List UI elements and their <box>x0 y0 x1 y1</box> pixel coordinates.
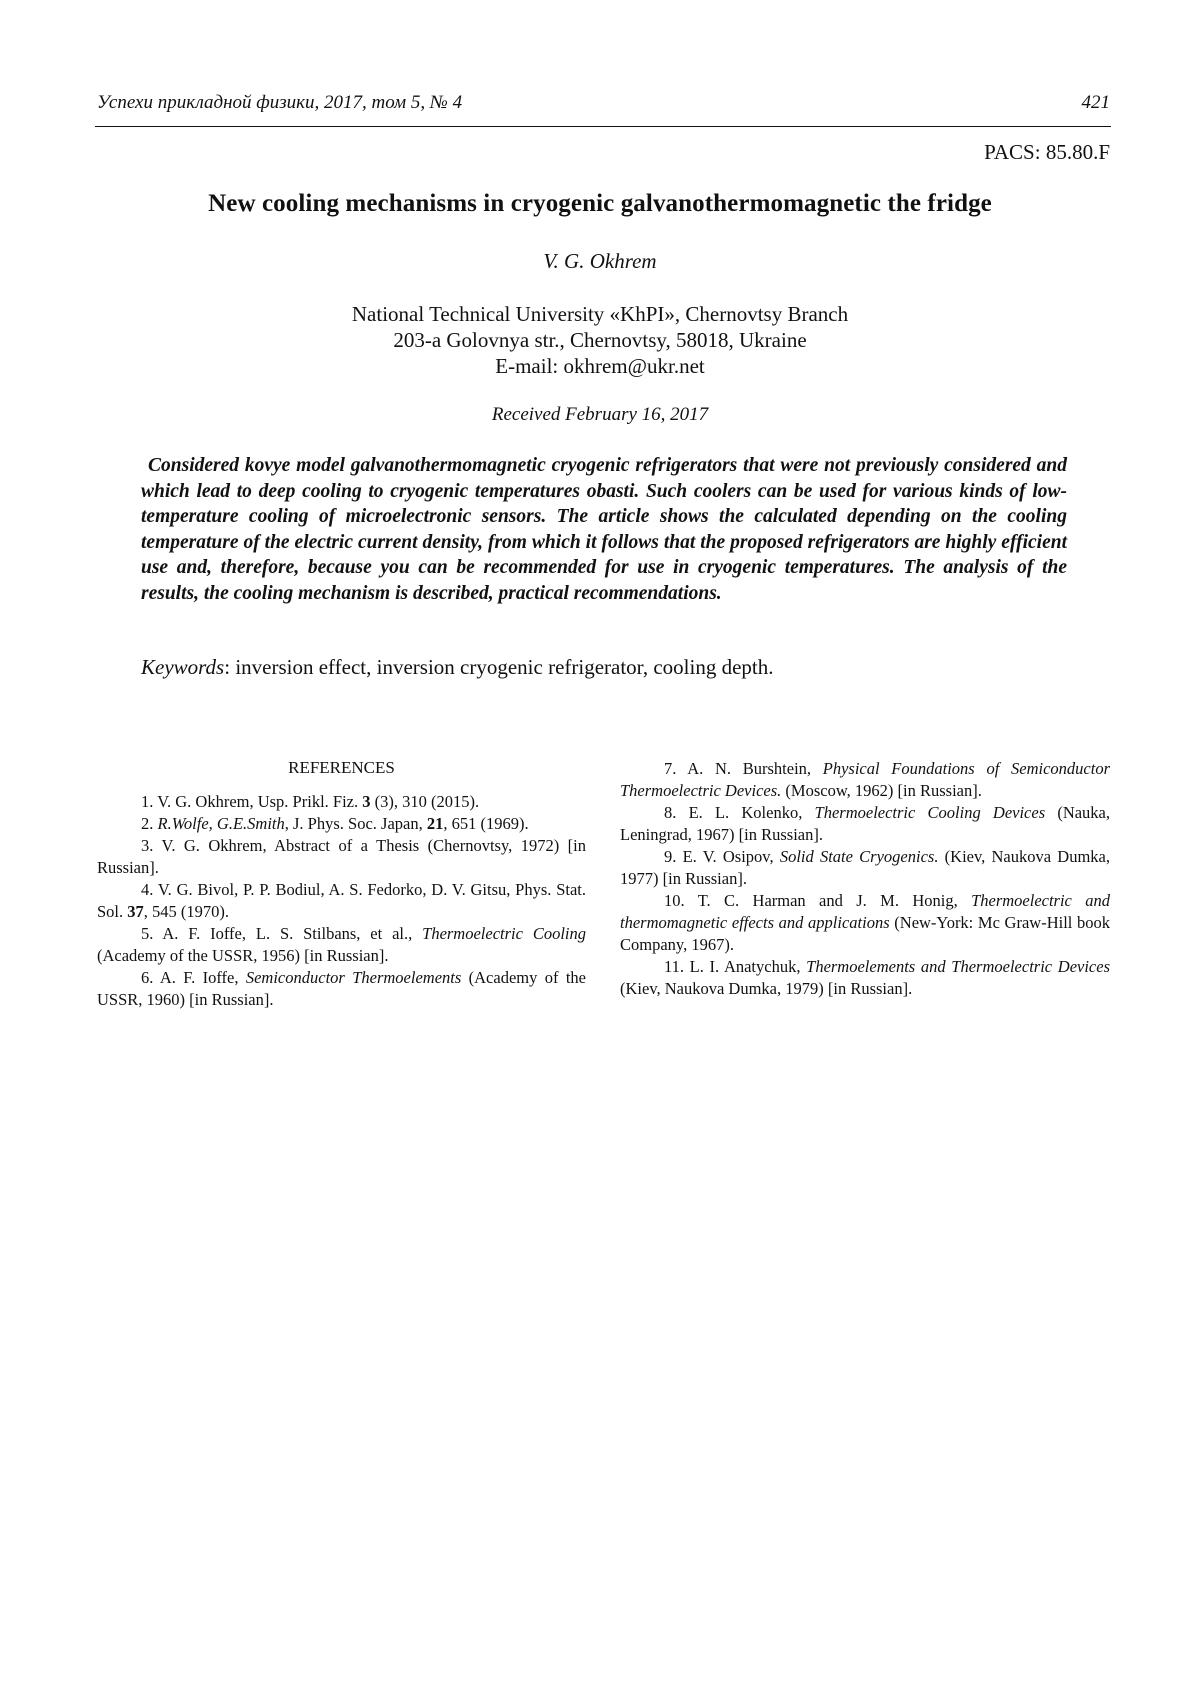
page-number: 421 <box>1081 92 1110 113</box>
paper-title: New cooling mechanisms in cryogenic galvanothermomagnetic the fridge <box>208 190 992 217</box>
journal-citation: Успехи прикладной физики, 2017, том 5, № 4 <box>97 92 463 113</box>
received-date: Received February 16, 2017 <box>491 404 709 425</box>
affiliation <box>0 301 1200 379</box>
reference-item: 11. L. I. Anatychuk, Thermoelements and Thermoelectric Devices (Kiev, Naukova Dumka, 1979) [in Russian]. <box>620 957 1110 998</box>
abstract <box>141 453 1067 607</box>
reference-item: 9. E. V. Osipov, Solid State Cryogenics. (Kiev, Naukova Dumka, 1977) [in Russian]. <box>620 847 1110 888</box>
pacs-code: PACS: 85.80.F <box>984 140 1110 164</box>
references-heading: REFERENCES <box>288 758 395 777</box>
affiliation-email: E-mail: okhrem@ukr.net <box>495 354 705 378</box>
references-column-left <box>97 757 586 1011</box>
header-rule <box>95 126 1111 127</box>
abstract-text: Considered kovye model galvanothermomagnetic cryogenic refrigerators that were not previously considered and which lead to deep cooling to cryogenic temperatures obasti. Such coolers can be used for various kinds of low-temperature cooling of microelectronic sensors. The article shows the calculated depending on the cooling temperature of the electric current density, from which it follows that the proposed refrigerators are highly efficient use and, therefore, because you can be recommended for use in cryogenic temperatures. The analysis of the results, the cooling mechanism is described, practical recommendations. <box>141 455 1067 604</box>
reference-item: 6. A. F. Ioffe, Semiconductor Thermoelements (Academy of the USSR, 1960) [in Russian]. <box>97 968 587 1009</box>
keywords <box>141 655 773 680</box>
keywords-text: : inversion effect, inversion cryogenic refrigerator, cooling depth. <box>224 655 774 679</box>
affiliation-institution: National Technical University «KhPI», Chernovtsy Branch <box>351 302 849 326</box>
reference-item: 1. V. G. Okhrem, Usp. Prikl. Fiz. 3 (3), 310 (2015). <box>141 792 480 811</box>
reference-item: 5. A. F. Ioffe, L. S. Stilbans, et al., Thermoelectric Cooling (Academy of the USSR, 1956) [in Russian]. <box>97 924 586 965</box>
reference-item: 2. R.Wolfe, G.E.Smith, J. Phys. Soc. Japan, 21, 651 (1969). <box>141 814 529 833</box>
affiliation-address: 203-a Golovnya str., Chernovtsy, 58018, Ukraine <box>393 328 807 352</box>
running-header <box>97 92 1110 114</box>
references-column-right <box>620 758 1110 1000</box>
reference-item: 10. T. C. Harman and J. M. Honig, Thermoelectric and thermomagnetic effects and applications (New-York: Mc Graw-Hill book Company, 1967). <box>620 891 1111 954</box>
reference-item: 3. V. G. Okhrem, Abstract of a Thesis (Chernovtsy, 1972) [in Russian]. <box>97 836 586 877</box>
reference-item: 8. E. L. Kolenko, Thermoelectric Cooling Devices (Nauka, Leningrad, 1967) [in Russian]. <box>620 803 1111 844</box>
author-name: V. G. Okhrem <box>543 249 657 273</box>
reference-item: 4. V. G. Bivol, P. P. Bodiul, A. S. Fedorko, D. V. Gitsu, Phys. Stat. Sol. 37, 545 (1970). <box>97 880 586 921</box>
keywords-label: Keywords <box>141 655 225 679</box>
reference-item: 7. A. N. Burshtein, Physical Foundations of Semiconductor Thermoelectric Devices. (Moscow, 1962) [in Russian]. <box>620 759 1110 800</box>
